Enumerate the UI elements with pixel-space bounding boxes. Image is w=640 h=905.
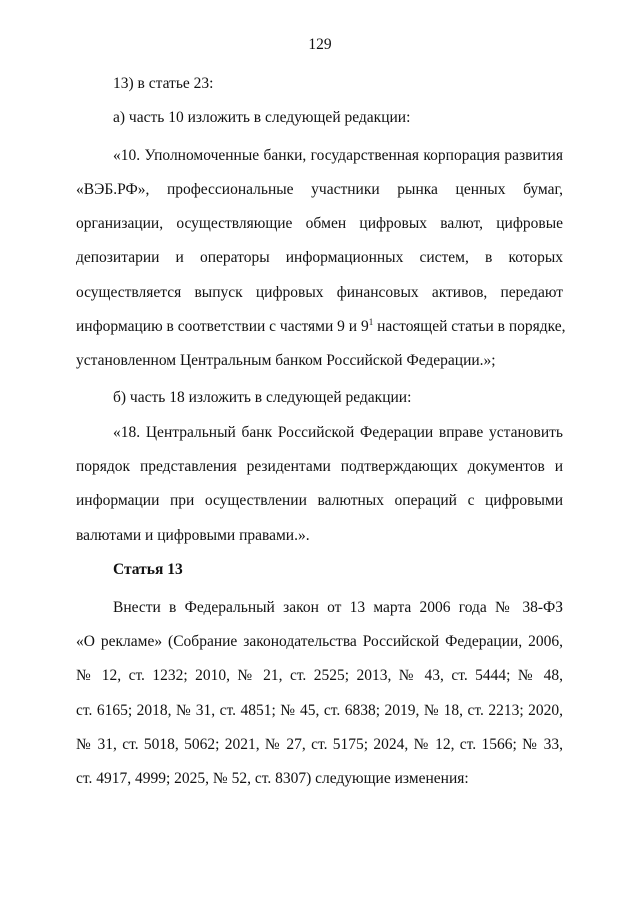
body-text-line: ст. 6165; 2018, № 31, ст. 4851; № 45, ст. 6838; 2019, № 18, ст. 2213; 2020, — [76, 702, 563, 719]
superscript: 1 — [368, 317, 374, 327]
body-text-line: № 12, ст. 1232; 2010, № 21, ст. 2525; 2013, № 43, ст. 5444; № 48, — [76, 667, 563, 684]
subitem-a-part-10: а) часть 10 изложить в следующей редакции: — [113, 109, 411, 126]
subitem-b-part-18: б) часть 18 изложить в следующей редакции: — [113, 389, 412, 406]
quoted-text-line: «10. Уполномоченные банки, государственная корпорация развития — [113, 147, 563, 164]
text-segment: информацию в соответствии с частями 9 и 9 — [76, 318, 369, 335]
quoted-text-line — [76, 317, 566, 337]
quoted-text-line: депозитарии и операторы информационных систем, в которых — [76, 249, 563, 266]
quoted-text-line: осуществляется выпуск цифровых финансовых активов, передают — [76, 284, 563, 301]
page-number: 129 — [308, 36, 332, 53]
body-text-line: ст. 4917, 4999; 2025, № 52, ст. 8307) следующие изменения: — [76, 770, 469, 787]
quoted-text-line: организации, осуществляющие обмен цифровых валют, цифровые — [76, 215, 563, 232]
body-text-line: Внести в Федеральный закон от 13 марта 2006 года № 38-ФЗ — [113, 599, 563, 616]
body-text-line: «О рекламе» (Собрание законодательства Российской Федерации, 2006, — [76, 633, 563, 650]
quoted-text-line: «ВЭБ.РФ», профессиональные участники рынка ценных бумаг, — [76, 181, 563, 198]
body-text-line: № 31, ст. 5018, 5062; 2021, № 27, ст. 5175; 2024, № 12, ст. 1566; № 33, — [76, 736, 563, 753]
quoted-text-line: порядок представления резидентами подтверждающих документов и — [76, 458, 563, 475]
quoted-text-line: «18. Центральный банк Российской Федерации вправе установить — [113, 424, 563, 441]
list-item-article-23: 13) в статье 23: — [113, 75, 214, 92]
quoted-text-line: установленном Центральным банком Российской Федерации.»; — [76, 352, 496, 369]
text-segment: настоящей статьи в порядке, — [373, 318, 566, 335]
quoted-text-line: информации при осуществлении валютных операций с цифровыми — [76, 492, 563, 509]
article-heading: Статья 13 — [113, 561, 183, 578]
quoted-text-line: валютами и цифровыми правами.». — [76, 527, 310, 544]
